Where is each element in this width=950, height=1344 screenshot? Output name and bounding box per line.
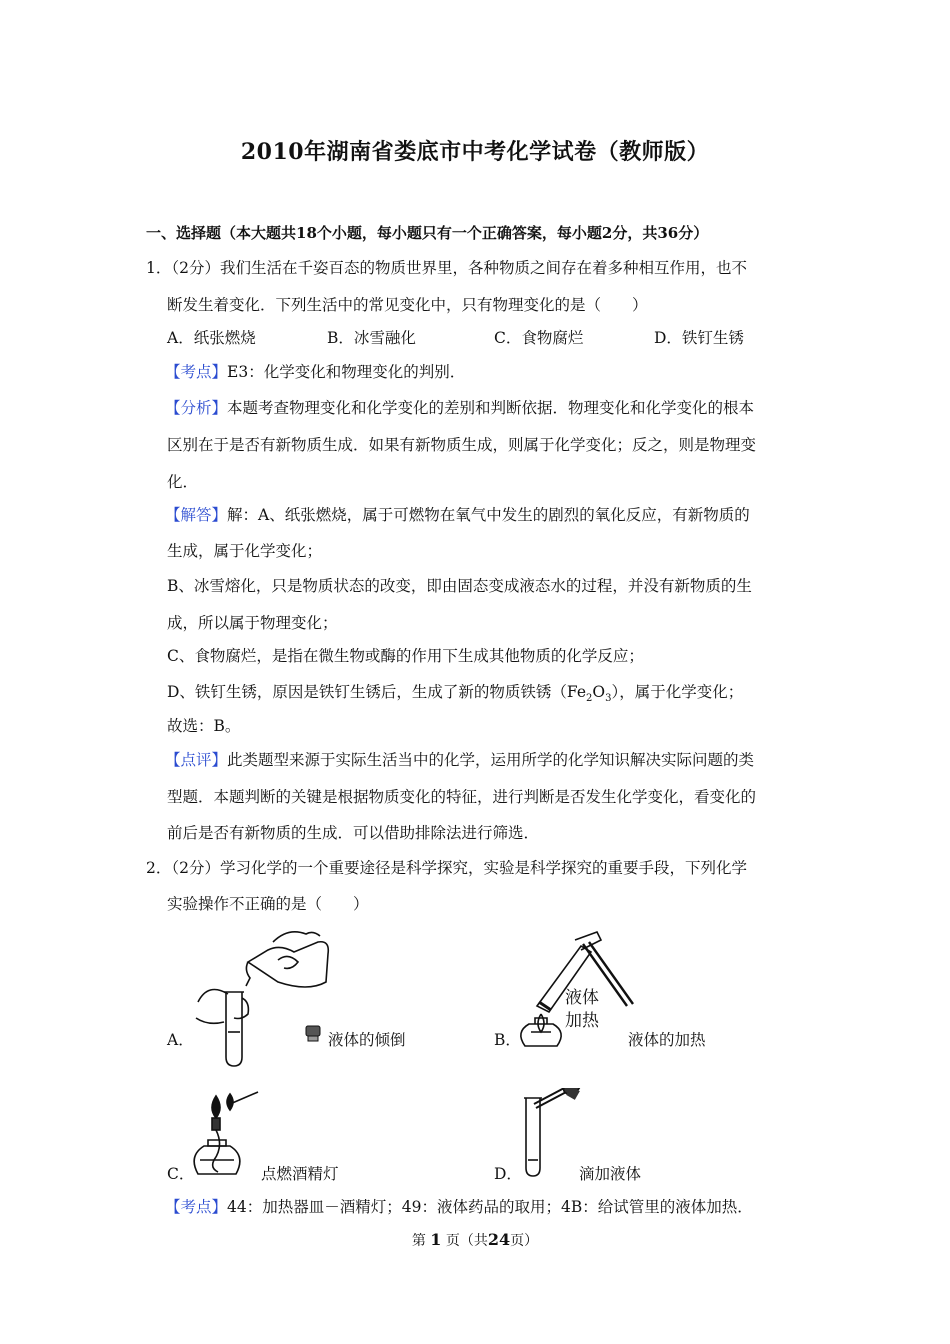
q2-option-a-text: 液体的倾倒: [328, 1031, 406, 1049]
q2-stem-line1: 2．（2分）学习化学的一个重要途径是科学探究，实验是科学探究的重要手段，下列化学: [146, 859, 747, 877]
q1-fenxi: [165, 398, 754, 418]
heating-label-heat: 加热: [565, 1011, 599, 1031]
jieda-line5: C、食物腐烂，是指在微生物或酶的作用下生成其他物质的化学反应；: [167, 647, 644, 665]
dropping-liquid-figure: [520, 1088, 582, 1180]
q2-option-a-label: A．: [167, 1031, 194, 1049]
stopper-icon: [306, 1026, 320, 1036]
jieda6-sub1: 2: [586, 693, 593, 705]
dianping-tag: 【点评】: [165, 751, 228, 769]
page-total: 24: [487, 1230, 511, 1249]
jieda-line4: 成，所以属于物理变化；: [167, 614, 338, 632]
q1-kaodian: [165, 362, 465, 382]
jieda-line1: 解：A、纸张燃烧，属于可燃物在氧气中发生的剧烈的氧化反应，有新物质的: [227, 506, 750, 524]
q2-option-d-text: 滴加液体: [579, 1165, 642, 1183]
pouring-liquid-figure: [188, 922, 338, 1072]
fenxi-line2: 区别在于是否有新物质生成．如果有新物质生成，则属于化学变化；反之，则是物理变: [167, 436, 757, 454]
heating-label-liquid: 液体: [565, 988, 599, 1008]
q1-option-a: A．纸张燃烧: [167, 329, 256, 347]
section-heading: 一、选择题（本大题共18个小题，每小题只有一个正确答案，每小题2分，共36分）: [146, 224, 709, 242]
jieda6-sub2: 3: [605, 693, 612, 705]
jieda-tag: 【解答】: [165, 506, 228, 524]
q2-stem-line2: 实验操作不正确的是（ ）: [167, 895, 369, 913]
alcohol-lamp-figure: [190, 1090, 262, 1180]
jieda-line3: B、冰雪熔化，只是物质状态的改变，即由固态变成液态水的过程，并没有新物质的生: [167, 577, 752, 595]
dianping-line1: 此类题型来源于实际生活当中的化学，运用所学的化学知识解决实际问题的类: [227, 751, 755, 769]
fenxi-tag: 【分析】: [165, 399, 228, 417]
q1-jieda: [165, 505, 750, 525]
q1-stem-line1: 1．（2分）我们生活在千姿百态的物质世界里，各种物质之间存在着多种相互作用，也不: [146, 259, 747, 277]
q1-option-b: B．冰雪融化: [327, 329, 416, 347]
q2-option-c-text: 点燃酒精灯: [261, 1165, 339, 1183]
jieda-line2: 生成，属于化学变化；: [167, 542, 323, 560]
q2-kaodian-text: 44：加热器皿－酒精灯；49：液体药品的取用；4B：给试管里的液体加热．: [227, 1198, 753, 1216]
page-footer: [0, 1230, 950, 1250]
kaodian-tag: 【考点】: [165, 363, 228, 381]
q2-kaodian-tag: 【考点】: [165, 1198, 228, 1216]
footer-post: 页）: [510, 1233, 539, 1249]
jieda6-mid: O: [592, 683, 606, 701]
dianping-line2: 型题．本题判断的关键是根据物质变化的特征，进行判断是否发生化学变化，看变化的: [167, 788, 757, 806]
fenxi-line1: 本题考查物理变化和化学变化的差别和判断依据．物理变化和化学变化的根本: [227, 399, 755, 417]
page-number: 1: [430, 1230, 442, 1249]
fenxi-line3: 化．: [167, 473, 199, 491]
q1-option-d: D．铁钉生锈: [654, 329, 744, 347]
page-title: 2010年湖南省娄底市中考化学试卷（教师版）: [240, 139, 710, 165]
q2-kaodian: [165, 1197, 753, 1217]
q2-option-d-label: D．: [494, 1165, 522, 1183]
q1-stem-line2: 断发生着变化．下列生活中的常见变化中，只有物理变化的是（ ）: [167, 296, 648, 314]
q2-option-b-label: B．: [494, 1031, 521, 1049]
jieda6-post: ），属于化学变化；: [611, 683, 744, 701]
q2-option-c-label: C．: [167, 1165, 195, 1183]
jieda6-pre: D、铁钉生锈，原因是铁钉生锈后，生成了新的物质铁锈（Fe: [167, 683, 587, 701]
q1-dianping: [165, 750, 754, 770]
kaodian-text: E3：化学变化和物理变化的判别．: [227, 363, 466, 381]
dianping-line3: 前后是否有新物质的生成．可以借助排除法进行筛选．: [167, 824, 540, 842]
footer-mid: 页（共: [445, 1233, 488, 1249]
q1-option-c: C．食物腐烂: [494, 329, 584, 347]
q2-option-b-text: 液体的加热: [628, 1031, 706, 1049]
footer-pre: 第: [411, 1233, 426, 1249]
jieda-line7: 故选：B。: [167, 717, 241, 735]
jieda-line6: [167, 682, 743, 709]
